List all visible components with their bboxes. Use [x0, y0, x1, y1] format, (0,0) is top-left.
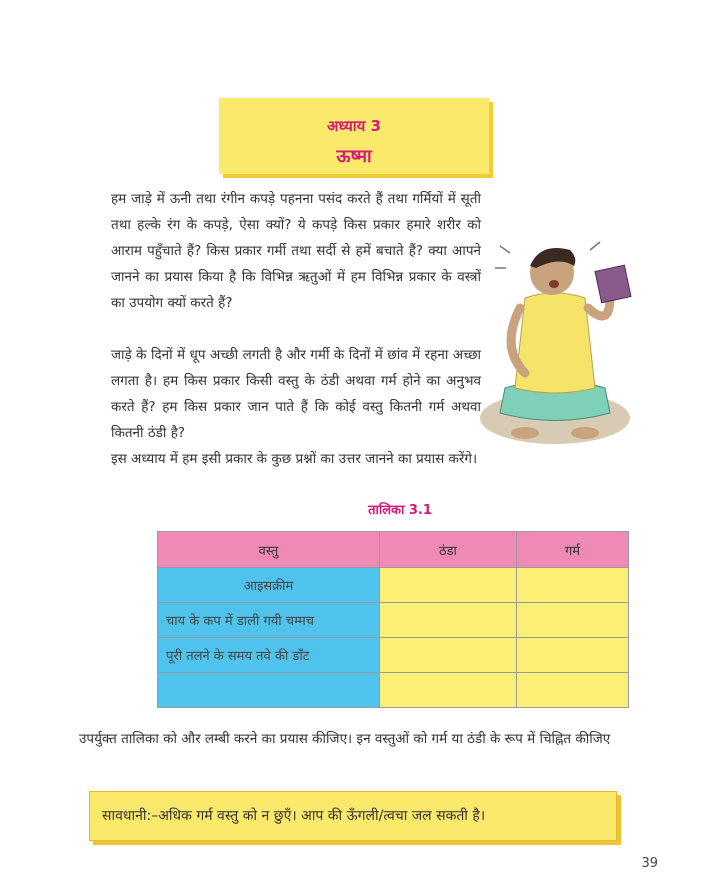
cell-object: पूरी तलने के समय तवे की डाँट [158, 638, 380, 673]
chapter-heading-box [219, 98, 489, 174]
cell-object: आइसक्रीम [158, 568, 380, 603]
cell-hot [517, 673, 629, 708]
cell-cold [380, 603, 517, 638]
boy-feeling-hot-illustration [470, 228, 640, 458]
header-cold: ठंडा [380, 532, 517, 568]
cell-object [158, 673, 380, 708]
header-object: वस्तु [158, 532, 380, 568]
page-number: 39 [641, 856, 658, 871]
table-caption: तालिका 3.1 [368, 503, 432, 518]
chapter-number: अध्याय 3 [326, 117, 382, 135]
chapter-title: ऊष्मा [336, 146, 372, 167]
table-row [158, 673, 629, 708]
cell-hot [517, 568, 629, 603]
hot-cold-table [157, 531, 629, 708]
cell-object: चाय के कप में डाली गयी चम्मच [158, 603, 380, 638]
third-paragraph: इस अध्याय में हम इसी प्रकार के कुछ प्रश्नों का उत्तर जानने का प्रयास करेंगे। [111, 451, 478, 467]
intro-paragraph: हम जाड़े में ऊनी तथा रंगीन कपड़े पहनना पसंद करते हैं तथा गर्मियों में सूती तथा हल्के रंग के कपड़े, ऐसा क्यों? ये कपड़े किस प्रकार हमारे शरीर को आराम पहुँचाते हैं? किस प्रकार गर्मी तथा सर्दी से हमें बचाते हैं? क्या आपने जानने का प्रयास किया है कि विभिन्न ऋतुओं में हम विभिन्न प्रकार के वस्त्रों का उपयोग क्यों करते हैं? [111, 191, 481, 311]
second-paragraph: जाड़े के दिनों में धूप अच्छी लगती है और गर्मी के दिनों में छांव में रहना अच्छा लगता है। हम किस प्रकार किसी वस्तु के ठंडी अथवा गर्म होने का अनुभव करते हैं? हम किस प्रकार जान पाते हैं कि कोई वस्तु कितनी गर्म अथवा कितनी ठंडी है? [111, 347, 481, 441]
cell-hot [517, 638, 629, 673]
cell-cold [380, 638, 517, 673]
table-instruction: उपर्युक्त तालिका को और लम्बी करने का प्रयास कीजिए। इन वस्तुओं को गर्म या ठंडी के रूप में चिह्नित कीजिए [79, 731, 611, 747]
table-row [158, 603, 629, 638]
cell-cold [380, 673, 517, 708]
table-row [158, 568, 629, 603]
cell-hot [517, 603, 629, 638]
caution-box: सावधानी:–अधिक गर्म वस्तु को न छुएँ। आप की ऊँगली/त्वचा जल सकती है। [89, 791, 617, 841]
table-row [158, 638, 629, 673]
header-hot: गर्म [517, 532, 629, 568]
cell-cold [380, 568, 517, 603]
